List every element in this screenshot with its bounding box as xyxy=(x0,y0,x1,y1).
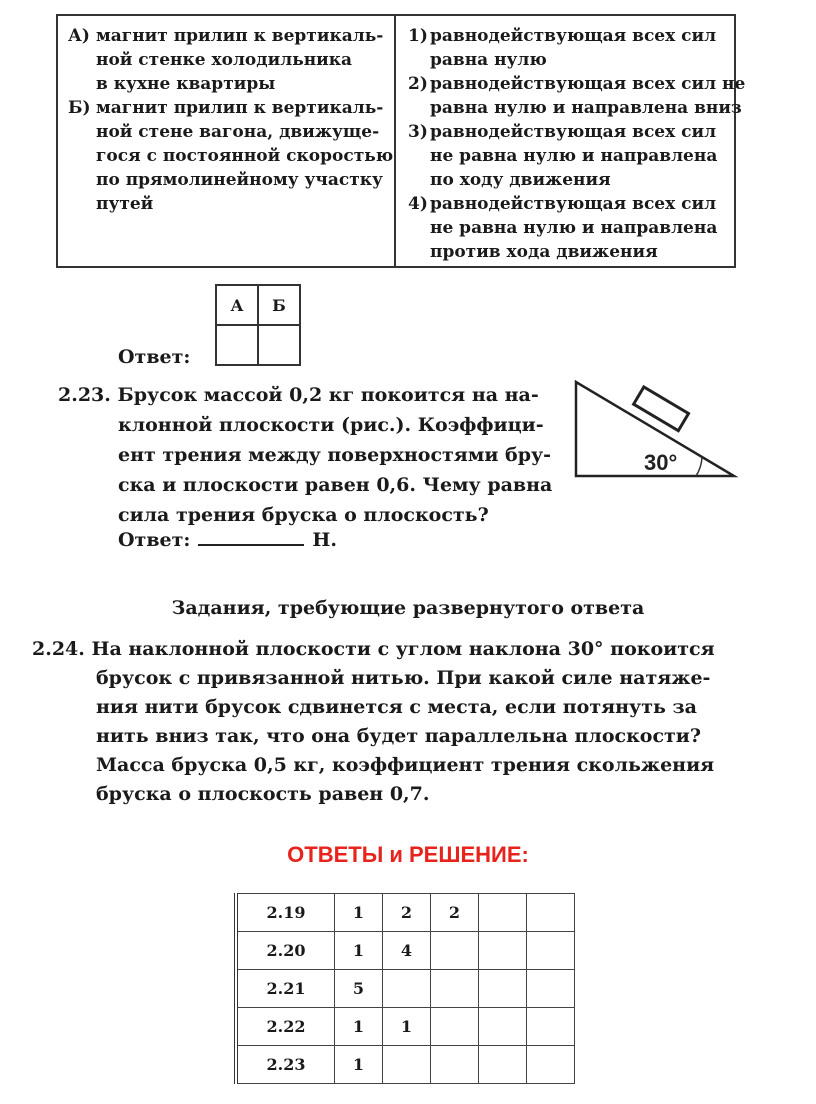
answer-cell xyxy=(527,932,575,970)
answer-cell xyxy=(479,970,527,1008)
item-line: равнодействующая всех сил xyxy=(430,194,717,214)
item-mark: 2) xyxy=(408,74,428,94)
item-line: против хода движения xyxy=(430,242,658,262)
answer-label: Ответ: xyxy=(118,529,191,551)
answer-cell xyxy=(527,970,575,1008)
item-line: ной стене вагона, движуще- xyxy=(96,122,380,142)
answer-cell: 4 xyxy=(383,932,431,970)
task-number: 2.19 xyxy=(236,894,335,932)
item-line: путей xyxy=(96,194,154,214)
item-line: равна нулю xyxy=(430,50,547,70)
angle-label: 30° xyxy=(644,450,678,475)
problem-line: бруска о плоскость равен 0,7. xyxy=(96,783,430,805)
answer-cell xyxy=(527,1008,575,1046)
item-mark: 4) xyxy=(408,194,428,214)
problem-line: ент трения между поверхностями бру- xyxy=(118,444,552,466)
answer-cell xyxy=(527,894,575,932)
item-line: ной стенке холодильника xyxy=(96,50,353,70)
answer-unit: Н. xyxy=(312,529,337,551)
answer-col-a-header: А xyxy=(216,285,258,325)
item-line: не равна нулю и направлена xyxy=(430,146,718,166)
matching-left-item-b xyxy=(68,96,394,216)
matching-right-item-1 xyxy=(408,24,730,72)
answer-cell: 2 xyxy=(383,894,431,932)
problem-line: нить вниз так, что она будет параллельна плоскости? xyxy=(96,725,702,747)
task-number: 2.23 xyxy=(236,1046,335,1084)
answer-blank[interactable] xyxy=(198,528,304,546)
item-line: магнит прилип к вертикаль- xyxy=(96,98,384,118)
answer-cell: 1 xyxy=(383,1008,431,1046)
answer-cell xyxy=(431,932,479,970)
answer-cell: 1 xyxy=(335,1046,383,1084)
matching-table-divider xyxy=(394,14,396,268)
answers-table xyxy=(234,893,575,1084)
answer-cell xyxy=(479,932,527,970)
answer-cell xyxy=(431,1046,479,1084)
problem-line: На наклонной плоскости с углом наклона 30° покоится xyxy=(91,638,715,660)
matching-right-item-4 xyxy=(408,192,730,264)
item-line: по прямолинейному участку xyxy=(96,170,383,190)
problem-line: сила трения бруска о плоскость? xyxy=(118,504,489,526)
problem-number: 2.23. xyxy=(58,384,111,406)
task-number: 2.21 xyxy=(236,970,335,1008)
answer-cell xyxy=(527,1046,575,1084)
item-mark: А) xyxy=(68,26,90,46)
answer-cell xyxy=(383,970,431,1008)
answer-cell xyxy=(383,1046,431,1084)
answer-cell: 1 xyxy=(335,932,383,970)
block xyxy=(634,387,689,431)
answer-cell-b[interactable] xyxy=(258,325,300,365)
answer-cell: 1 xyxy=(335,894,383,932)
problem-line: Масса бруска 0,5 кг, коэффициент трения скольжения xyxy=(96,754,715,776)
problem-line: ска и плоскости равен 0,6. Чему равна xyxy=(118,474,553,496)
angle-arc xyxy=(696,457,702,476)
item-line: в кухне квартиры xyxy=(96,74,276,94)
item-line: не равна нулю и направлена xyxy=(430,218,718,238)
matching-left-column xyxy=(68,24,394,216)
answer-cell: 1 xyxy=(335,1008,383,1046)
problem-line: клонной плоскости (рис.). Коэффици- xyxy=(118,414,544,436)
answer-line-2-23 xyxy=(118,528,337,551)
answer-col-b-header: Б xyxy=(258,285,300,325)
problem-2-23 xyxy=(58,380,558,530)
matching-left-item-a xyxy=(68,24,388,96)
answer-cell xyxy=(479,1046,527,1084)
table-row xyxy=(236,1046,575,1084)
answer-cell xyxy=(479,1008,527,1046)
matching-right-item-2 xyxy=(408,72,746,120)
section-title: Задания, требующие развернутого ответа xyxy=(171,597,645,619)
item-mark: 1) xyxy=(408,26,428,46)
inclined-plane-figure xyxy=(570,378,740,482)
table-row xyxy=(236,894,575,932)
item-line: гося с постоянной скоростью xyxy=(96,146,394,166)
problem-line: брусок с привязанной нитью. При какой силе натяже- xyxy=(96,667,711,689)
item-mark: Б) xyxy=(68,98,91,118)
item-line: равнодействующая всех сил xyxy=(430,122,717,142)
answer-cell: 5 xyxy=(335,970,383,1008)
task-number: 2.22 xyxy=(236,1008,335,1046)
problem-line: ния нити брусок сдвинется с места, если потянуть за xyxy=(96,696,697,718)
table-row xyxy=(236,932,575,970)
item-line: магнит прилип к вертикаль- xyxy=(96,26,384,46)
matching-right-column xyxy=(408,24,746,264)
answer-label: Ответ: xyxy=(118,346,191,368)
table-row xyxy=(236,1008,575,1046)
table-row xyxy=(236,970,575,1008)
answer-cell xyxy=(479,894,527,932)
task-number: 2.20 xyxy=(236,932,335,970)
problem-number: 2.24. xyxy=(32,638,85,660)
answers-heading: ОТВЕТЫ и РЕШЕНИЕ: xyxy=(287,842,529,867)
item-line: равнодействующая всех сил xyxy=(430,26,717,46)
answer-grid xyxy=(215,284,301,366)
answer-cell xyxy=(431,970,479,1008)
item-line: равна нулю и направлена вниз xyxy=(430,98,742,118)
item-mark: 3) xyxy=(408,122,428,142)
problem-2-24 xyxy=(32,635,722,809)
answer-cell: 2 xyxy=(431,894,479,932)
answer-cell-a[interactable] xyxy=(216,325,258,365)
item-line: равнодействующая всех сил не xyxy=(430,74,746,94)
problem-line: Брусок массой 0,2 кг покоится на на- xyxy=(117,384,539,406)
item-line: по ходу движения xyxy=(430,170,611,190)
matching-right-item-3 xyxy=(408,120,730,192)
answer-cell xyxy=(431,1008,479,1046)
